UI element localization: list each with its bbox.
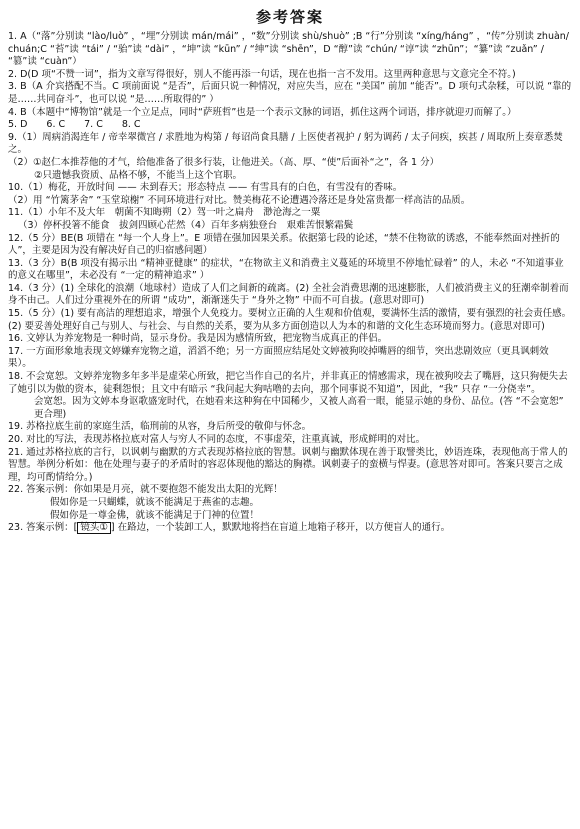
answer-line: （2）用 “竹篱茅舍” “玉堂琼榭” 不同环境进行对比。赞美梅花不论遭遇冷落还是身处富贵都一样高洁的品质。 [8,194,471,206]
answer-line: 18. 不会宽恕。文婷养宠物多年多半是虚荣心所致，把它当作自己的名片，并非真正的情感需求，现在被狗咬去了嘴唇，这只狗便失去了她引以为傲的资本，徒剩怨恨；且文中有暗示 “我问起大狗咕噜的去向，那个同事说不知道”，因此，“我” 只存 “一分侥幸”。 [8,371,568,395]
answer-body [8,31,572,535]
answer-line: （3）停杯投箸不能食 拔剑四顾心茫然（4）百年多病独登台 艰难苦恨繁霜鬓 [18,219,354,231]
answer-line: 会宽恕。因为文婷本身讴歌盛宠时代，在她看来这种狗在中国稀少，又被人高看一眼，能显示她的身份、品位。(答 “不会宽恕” 更合理) [34,396,564,420]
answer-line: 4. B（本题中“博物馆”就是一个立足点，同时“萨班哲”也是一个表示文脉的词语，抓住这两个词语，排序就迎刃而解了。） [8,106,517,118]
answer-line: 19. 苏格拉底生前的家庭生活，临刑前的从容，身后所受的敬仰与怀念。 [8,421,312,433]
boxed-label: 镜头① [77,522,111,534]
answer-line [8,522,572,535]
answer-line: 16. 文婷认为养宠物是一种时尚，显示身份。我是因为感情所致，把宠物当成真正的伴侣。 [8,333,388,345]
answer-line: 20. 对比的写法，表现苏格拉底对富人与穷人不同的态度，不事虚荣，注重真诚，形成鲜明的对比。 [8,434,426,445]
answer-line: 假如你是一只蝴蝶，就该不能满足于燕雀的志趣。 [50,496,260,508]
answer-line: 假如你是一尊金佛，就该不能满足于门神的位置！ [50,509,260,521]
answer-line: 22. 答案示例：你如果是月亮，就不要抱怨不能发出太阳的光辉！ [8,484,283,496]
answer-line: 21. 通过苏格拉底的言行，以讽刺与幽默的方式表现苏格拉底的智慧。讽刺与幽默体现在善于取譬类比，妙语连珠，表现他高于常人的智慧。举例分析如：他在处理与妻子的矛盾时的容忍体现他的豁达的胸襟。讽刺妻子的蛮横与悍妻。(意思答对即可。答案只要言之成理，均可酌情给分。) [8,446,568,483]
answer-line: （2）①赵仁本推荐他的才气，给他准备了很多行装，让他进关。（高、厚、“使”后面补“之”，各 1 分） [8,156,440,168]
answer-text: 23. 答案示例：[ [8,522,78,534]
answer-line: ②只遗憾我资质、品格不够，不能当上这个官职。 [34,169,243,181]
answer-text: ] 在路边，一个装卸工人，默默地将挡在盲道上地箱子移开，以方便盲人的通行。 [110,522,451,534]
page-title: 参考答案 [255,8,324,26]
answer-line: 11.（1）小年不及大年 朝菌不知晦朔（2）驾一叶之扁舟 渺沧海之一粟 [8,207,321,219]
answer-line: 17. 一方面形象地表现文婷嫌弃宠物之道，滔滔不绝；另一方面照应结尾处文婷被狗咬掉嘴唇的细节，突出悲剧效应（更具讽刺效果）。 [8,345,549,370]
answer-line: 2. D(D 项“不赞一词”，指为文章写得很好，别人不能再添一句话，现在也指一言不发用。这里两种意思与文意完全不符。) [8,68,516,80]
answer-line: 9.（1）周病消渴连年 / 帝幸翠微宫 / 求胜地为构第 / 每诏尚食具膳 / 上医使者视护 / 躬为调药 / 太子问疾，疾甚 / 周取所上奏章悉焚之。 [8,131,563,156]
answer-line: 15.（5 分）(1) 要有高洁的理想追求，增强个人免疫力。要树立正确的人生观和价值观，要满怀生活的激情，要有强烈的社会责任感。(2) 要妥善处理好自己与别人、与社会、与自然的关系，要为从多方面创造以人为本的和谐的文化生态环境而努力。(意思对即可) [8,308,572,332]
answer-line: 1. A（“落”分别读 “lào/luò” ，“埋”分别读 mán/mái” ，“数”分别读 shù/shuò” ;B “行”分别读 “xíng/háng” ，“传”分别读 zhuàn/chuán;C “苔”读 “tái” / “骀”读 “dài” ，“坤”读 “kūn” / “绅”读 “shēn”，D “醇”读 “chún/ “谆”读 “zhūn”；“纂”读 “zuǎn” / “篡”读 “cuàn”） [8,31,570,68]
answer-line: 10.（1）梅花，开放时间 —— 未到春天；形态特点 —— 有雪具有的白色，有雪没有的香味。 [8,182,403,194]
answer-line: 14.（3 分）(1) 全球化的浪潮（地球村）造成了人们之间新的疏离。(2) 全社会消费思潮的迅速膨胀，人们被消费主义的狂潮牵制着而身不由己。人们过分重视外在的所谓 “成功”，渐渐迷失于 “身外之物” 中而不可自拔。(意思对即可) [8,282,569,307]
answer-line: 12.（5 分）BE(B 项错在 “每一个人身上”。E 项错在强加因果关系。依据第七段的论述，“禁不住物欲的诱惑，不能奉然面对挫折的人”，主要是因为没有解决好自己的归宿感问题） [8,232,560,257]
answer-line: 13.（3 分）B(B 项没有揭示出 “精神亚健康” 的症状，“在物欲主义和消费主义蔓延的环境里不停地忙碌着” 的人，未必 “不知道事业的意义在哪里”，未必没有 “一定的精神追求” ） [8,257,564,282]
answer-line: 3. B（A 介宾搭配不当。C 项前面说 “是否”，后面只说一种情况，对应失当，应在 “美国” 前加 “能否”。D 项句式杂糅，可以说 “靠的是……共同奋斗”，也可以说 “是……所取得的” ） [8,81,572,105]
answer-line: 5. D 6. C 7. C 8. C [8,119,141,131]
